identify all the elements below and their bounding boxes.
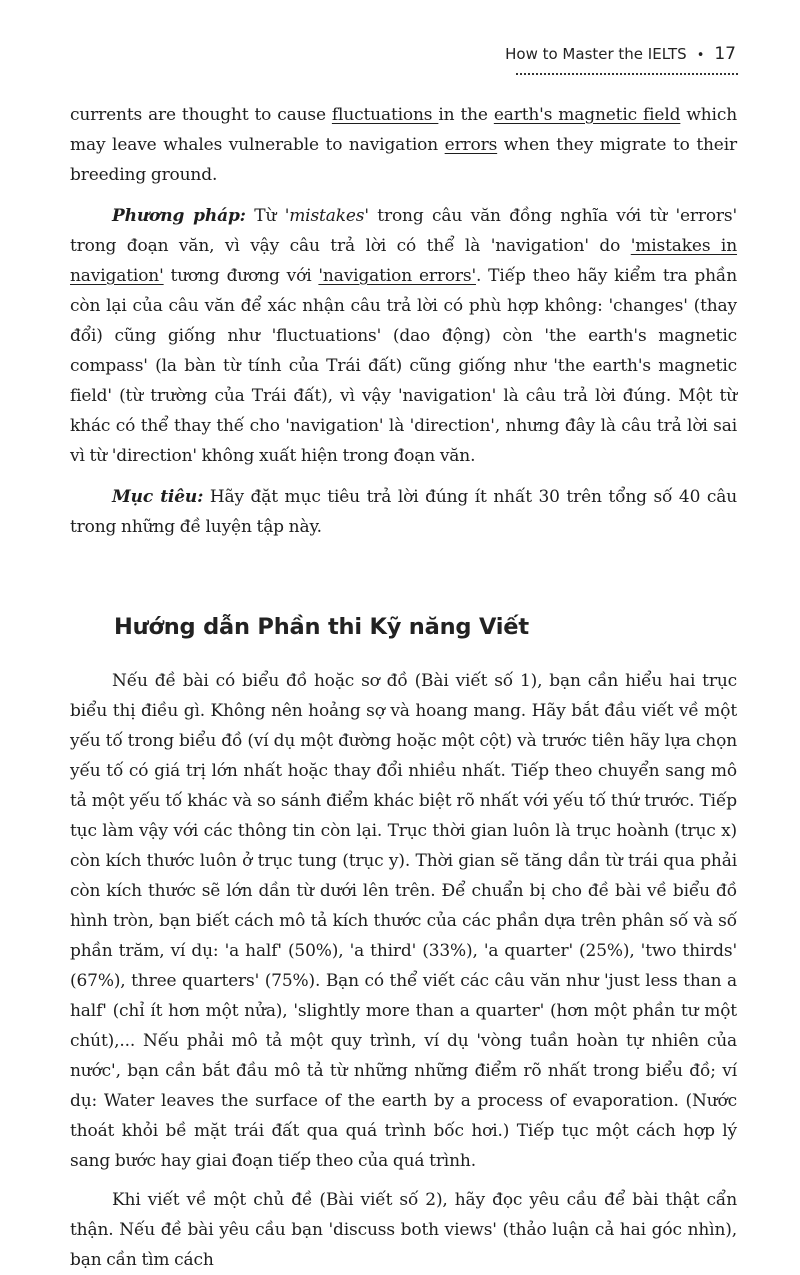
page-number: 17 xyxy=(714,44,736,64)
underlined-term: earth's magnetic field xyxy=(493,105,681,125)
underlined-term: 'navigation errors' xyxy=(318,266,476,286)
text-run: tương đương với xyxy=(163,266,319,286)
underlined-term: fluctuations xyxy=(331,105,439,125)
method-label: Phương pháp: xyxy=(112,206,246,226)
header-bullet: • xyxy=(696,48,705,63)
running-header xyxy=(505,44,736,64)
method-paragraph xyxy=(70,201,737,471)
text-run: . Tiếp theo hãy kiểm tra phần còn lại của câu văn để xác nhận câu trả lời có phù hợp không: 'changes' (thay đổi) cũng giống như 'fluctuations' (dao động) còn 'the earth's magnetic compass' (la bàn từ tính của Trái đất) cũng giống như 'the earth's magnetic field' (từ trường của Trái đất), vì vậy 'navigation' là câu trả lời đúng. Một từ khác có thể thay thế cho 'navigation' là 'direction', nhưng đây là câu trả lời sai vì từ 'direction' không xuất hiện trong đoạn văn. xyxy=(70,266,737,466)
text-run: trong câu văn đồng nghĩa với từ 'errors' trong đoạn văn, vì vậy câu trả lời có thể là 'navigation' do xyxy=(70,206,737,256)
text-run: which may leave whales vulnerable to navigation xyxy=(70,105,738,155)
text-run: in the xyxy=(438,105,494,125)
text-run: currents are thought to cause xyxy=(70,105,332,125)
text-run: Từ xyxy=(245,206,285,226)
writing-paragraph-2: Khi viết về một chủ đề (Bài viết số 2), hãy đọc yêu cầu để bài thật cẩn thận. Nếu đề bài yêu cầu bạn 'discuss both views' (thảo luận cả hai góc nhìn), bạn cần tìm cách xyxy=(70,1190,737,1270)
book-title: How to Master the IELTS xyxy=(505,45,687,63)
text-run: Hãy đặt mục tiêu trả lời đúng ít nhất 30 trên tổng số 40 câu trong những đề luyện tập này. xyxy=(70,487,737,537)
target-paragraph xyxy=(70,482,737,542)
underlined-term: 'mistakes in navigation' xyxy=(70,236,738,286)
page-body xyxy=(70,100,737,1275)
header-dotted-rule xyxy=(516,73,738,75)
text-run: when they migrate to their breeding ground. xyxy=(70,135,737,185)
underlined-term: errors xyxy=(444,135,498,155)
writing-paragraph-1: Nếu đề bài có biểu đồ hoặc sơ đồ (Bài viết số 1), bạn cần hiểu hai trục biểu thị điều gì. Không nên hoảng sợ và hoang mang. Hãy bắt đầu viết về một yếu tố trong biểu đồ (ví dụ một đường hoặc một cột) và trước tiên hãy lựa chọn yếu tố có giá trị lớn nhất hoặc thay đổi nhiều nhất. Tiếp theo chuyển sang mô tả một yếu tố khác và so sánh điểm khác biệt rõ nhất với yếu tố thứ trước. Tiếp tục làm vậy với các thông tin còn lại. Trục thời gian luôn là trục hoành (trục x) còn kích thước luôn ở trục tung (trục y). Thời gian sẽ tăng dần từ trái qua phải còn kích thước sẽ lớn dần từ dưới lên trên. Để chuẩn bị cho đề bài về biểu đồ hình tròn, bạn biết cách mô tả kích thước của các phần dựa trên phân số và số phần trăm, ví dụ: 'a half' (50%), 'a third' (33%), 'a quarter' (25%), 'two thirds' (67%), three quarters' (75%). Bạn có thể viết các câu văn như 'just less than a half' (chỉ ít hơn một nửa), 'slightly more than a quarter' (hơn một phần tư một chút),... Nếu phải mô tả một quy trình, ví dụ 'vòng tuần hoàn tự nhiên của nước', bạn cần bắt đầu mô tả từ những những điểm rõ nhất trong biểu đồ; ví dụ: Water leaves the surface of the earth by a process of evaporation. (Nước thoát khỏi bề mặt trái đất qua quá trình bốc hơi.) Tiếp tục một cách hợp lý sang bước hay giai đoạn tiếp theo của quá trình. xyxy=(70,671,737,1171)
section-heading: Hướng dẫn Phần thi Kỹ năng Viết xyxy=(114,614,529,640)
continuation-paragraph xyxy=(70,100,737,190)
target-label: Mục tiêu: xyxy=(112,487,204,507)
italic-term: 'mistakes' xyxy=(284,206,369,226)
